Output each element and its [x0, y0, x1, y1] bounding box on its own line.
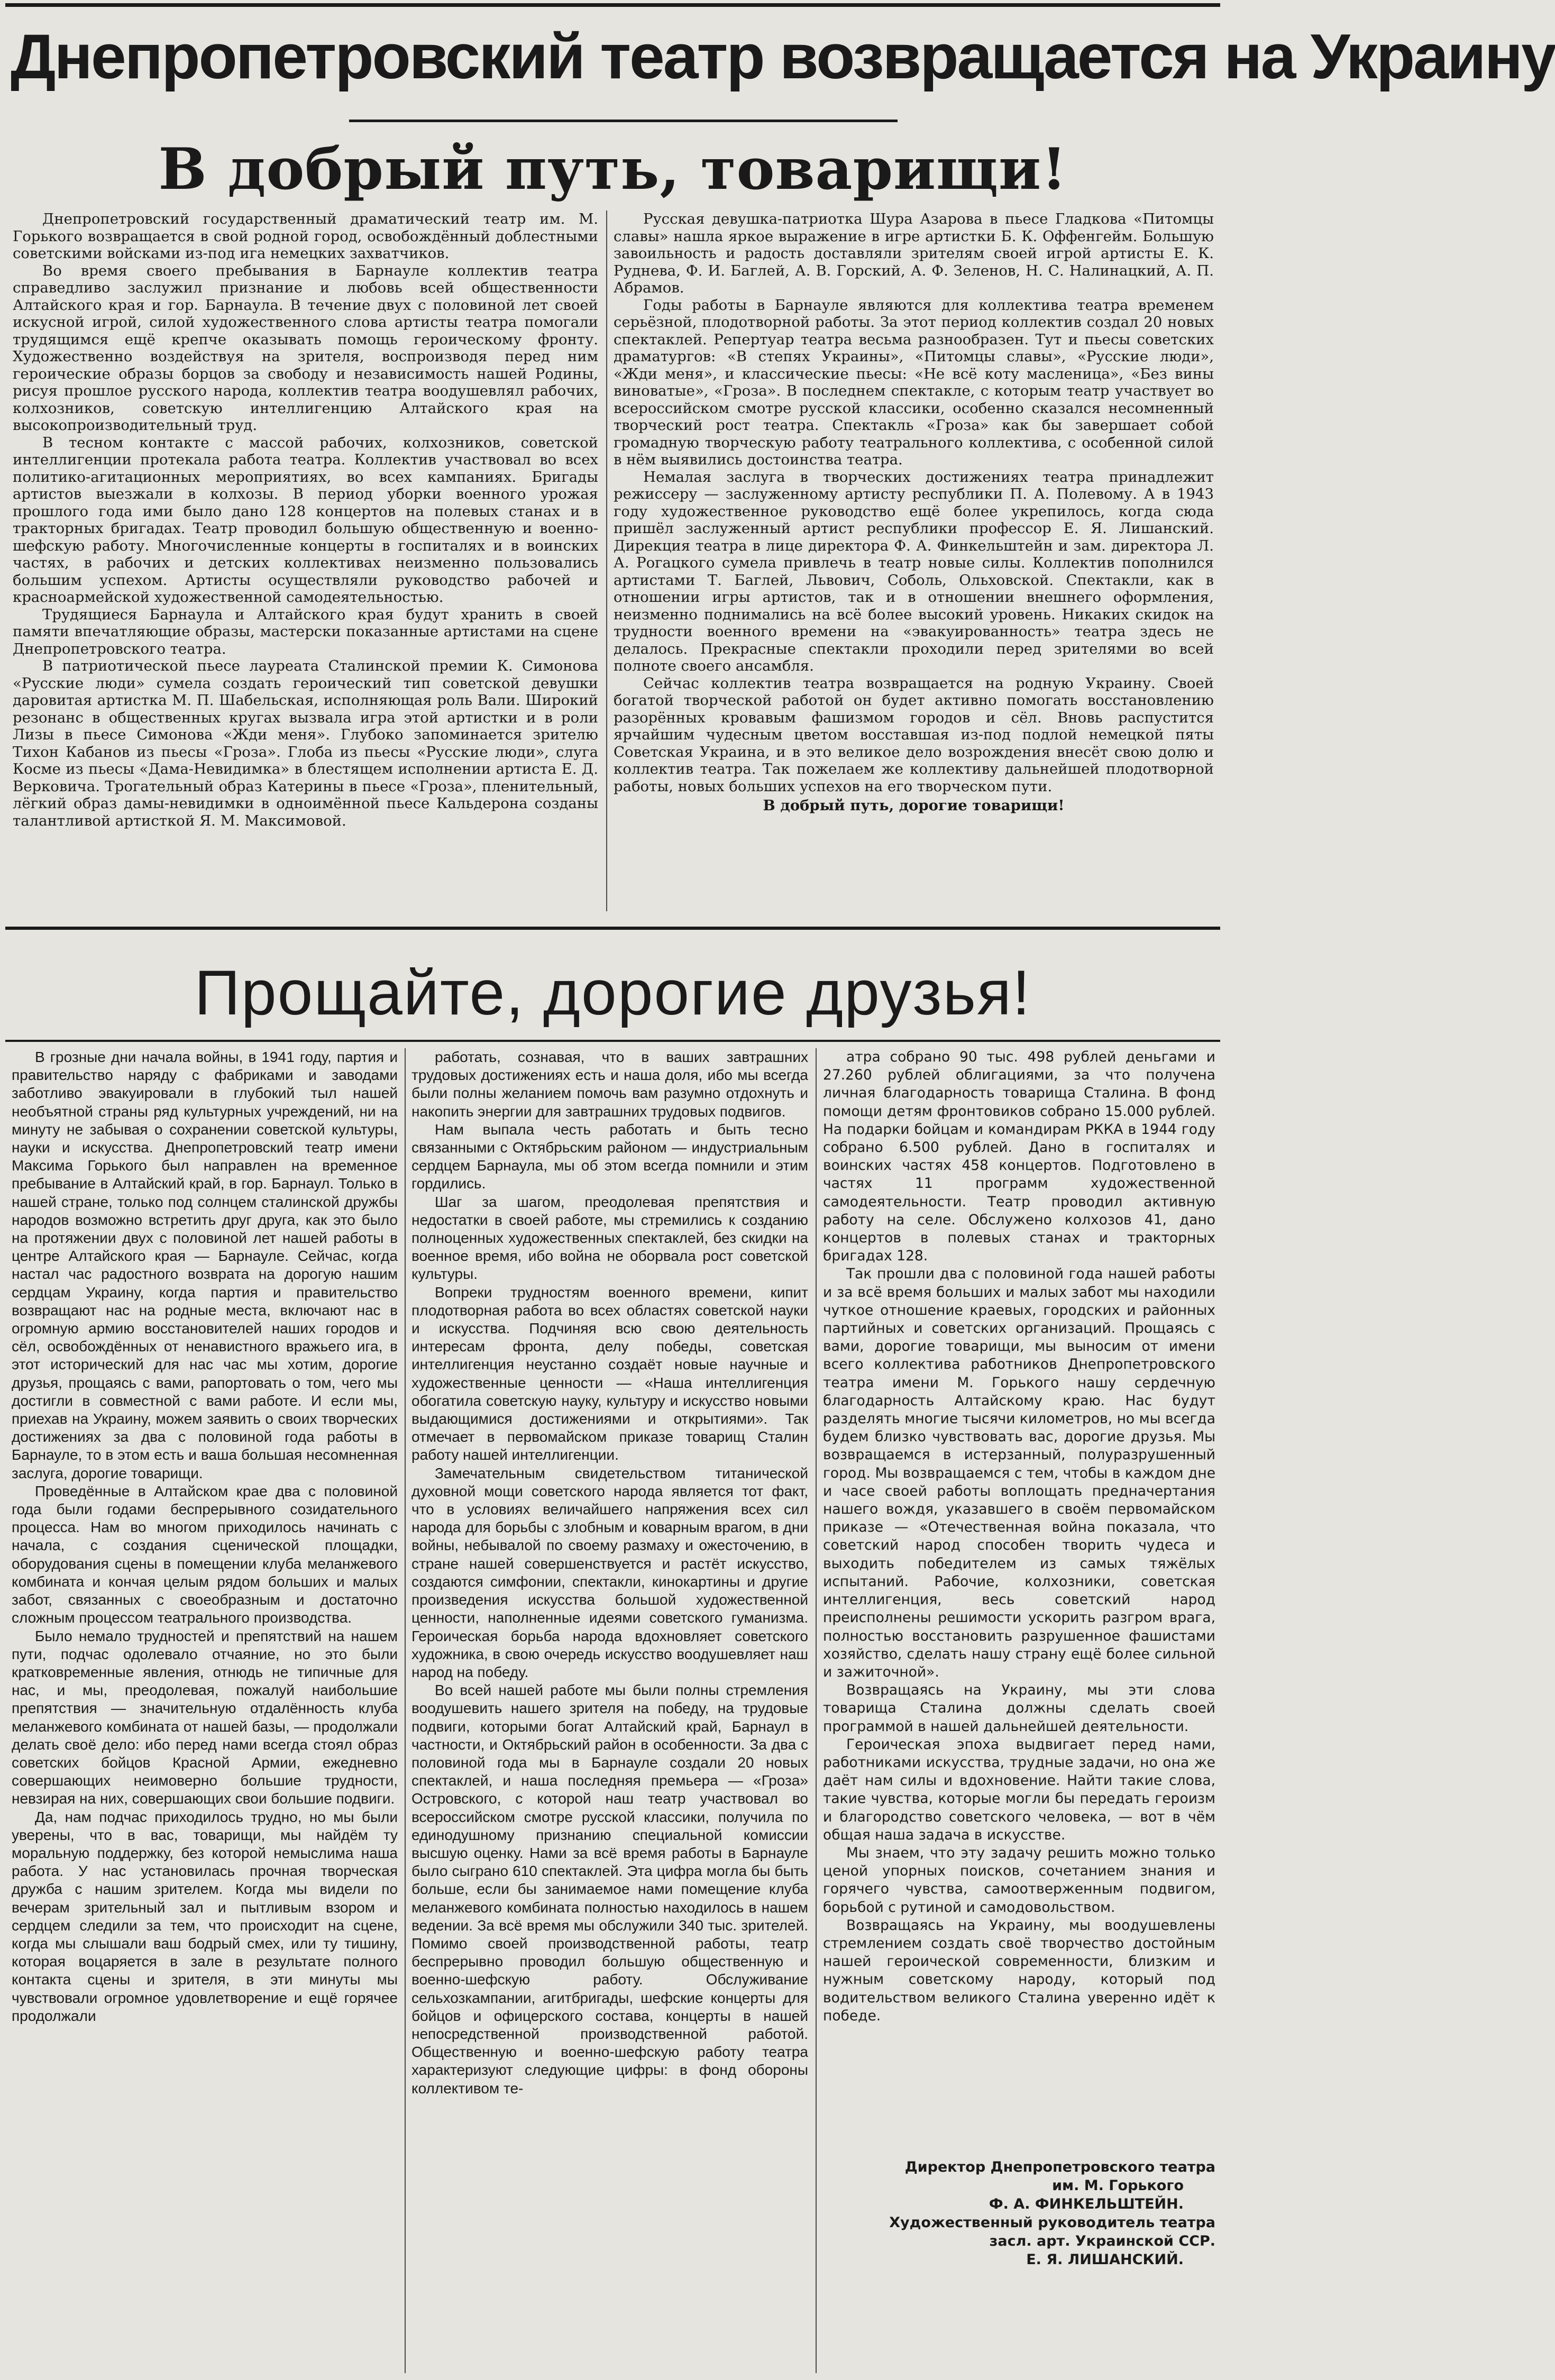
signature-name: Ф. А. ФИНКЕЛЬШТЕЙН. — [989, 2196, 1184, 2212]
article-1-paragraph: Днепропетровский государственный драматический театр им. М. Горького возвращается в свой родной город, освобождённый доблестными советскими войсками из-под ига немецких захватчиков. — [13, 210, 598, 262]
article-1-paragraph: Трудящиеся Барнаула и Алтайского края будут хранить в своей памяти впечатляющие образы, мастерски показанные артистами на сцене Днепропетровского театра. — [13, 606, 598, 657]
article-1-paragraph: Сейчас коллектив театра возвращается на родную Украину. Своей богатой творческой работой он будет активно помогать восстановлению разорённых кровавым фашизмом городов и сёл. Вновь распустится ярчайшим чудесным цветом восставшая из-под подлой немецкой пяты Советская Украина, и в это великое дело возрождения внесёт свою долю и коллектив театра. Так пожелаем же коллективу дальнейшей плодотворной работы, новых больших успехов на его творческом пути. — [614, 674, 1214, 795]
article-1-column-1 — [13, 210, 598, 911]
article-2-paragraph: Вопреки трудностям военного времени, кипит плодотворная работа во всех областях советской науки и искусства. Подчиняя всю свою деятельность интересам фронта, делу победы, советская интеллигенция неустанно создаёт новые научные и художественные ценности — «Наша интеллигенция обогатила советскую науку, культуру и искусство новыми выдающимися достижениями и открытиями». Так отмечает в первомайском приказе товарищ Сталин работу нашей интеллигенции. — [411, 1284, 808, 1463]
article-1-title: В добрый путь, товарищи! — [158, 136, 1067, 203]
article-2-paragraph: Возвращаясь на Украину, мы эти слова товарища Сталина должны сделать своей программой в нашей дальнейшей деятельности. — [823, 1682, 1215, 1735]
article-2-paragraph: Героическая эпоха выдвигает перед нами, работниками искусства, трудные задачи, но она же даёт нам силы и вдохновение. Найти такие слова, такие чувства, которые могли бы передать героизм и благородство советского человека, — вот в чём общая наша задача в искусстве. — [823, 1736, 1215, 1843]
page-headline: Днепропетровский театр возвращается на Украину — [11, 21, 1555, 92]
article-1-paragraph: В патриотической пьесе лауреата Сталинской премии К. Симонова «Русские люди» сумела создать героический тип советской девушки даровитая артистка М. П. Шабельская, исполняющая роль Вали. Широкий резонанс в общественных кругах вызвала игра этой артистки и в роли Лизы в пьесе Симонова «Жди меня». Глубоко запоминается зрителю Тихон Кабанов из пьесы «Гроза». Глоба из пьесы «Русские люди», слуга Косме из пьесы «Дама-Невидимка» в блестящем исполнении артиста Е. Д. Верковича. Трогательный образ Катерины в пьесе «Гроза», пленительный, лёгкий образ дамы-невидимки в одноимённой пьесе Кальдерона созданы талантливой артисткой Я. М. Максимовой. — [13, 657, 598, 829]
column-divider — [405, 1048, 406, 2373]
top-rule — [5, 3, 1220, 7]
signature-line: им. М. Горького — [1052, 2177, 1184, 2194]
section-divider — [5, 927, 1220, 930]
article-1-paragraph: Годы работы в Барнауле являются для коллектива театра временем серьёзной, плодотворной работы. За этот период коллектив создал 20 новых спектаклей. Репертуар театра весьма разнообразен. Тут и пьесы советских драматургов: «В степях Украины», «Питомцы славы», «Русские люди», «Жди меня», и классические пьесы: «Не всё коту масленица», «Без вины виноватые», «Гроза». В последнем спектакле, с которым театр участвует во всероссийском смотре русской классики, особенно сказался несомненный творческий рост театра. Спектакль «Гроза» как бы завершает собой громадную творческую работу театрального коллектива, с особенной силой в нём выявились достоинства театра. — [614, 296, 1214, 468]
article-2-paragraph: Проведённые в Алтайском крае два с половиной года были годами беспрерывного созидательного процесса. Нам во многом приходилось начинать с начала, с создания сценической площадки, оборудования сцены в помещении клуба меланжевого комбината и кончая целым рядом больших и малых забот, связанных с своеобразным и достаточно сложным процессом театрального производства. — [12, 1482, 398, 1626]
article-2-paragraph: Было немало трудностей и препятствий на нашем пути, подчас одолевало отчаяние, но это были кратковременные явления, отнюдь не типичные для нас, и мы, преодолевая, пожалуй наибольшие препятствия — значительную отдалённость клуба меланжевого комбината от нашей базы, — продолжали делать своё дело: ибо перед нами всегда стоял образ советских бойцов Красной Армии, ежедневно совершающих неимоверно большие трудности, невзирая на них, совершающих свои большие подвиги. — [12, 1627, 398, 1807]
headline-rule — [349, 120, 898, 122]
article-2-column-3 — [823, 1048, 1215, 2122]
article-1-paragraph: Во время своего пребывания в Барнауле коллектив театра справедливо заслужил признание и любовь всей общественности Алтайского края и гор. Барнаула. В течение двух с половиной лет своей искусной игрой, силой художественного слова артисты театра помогали трудящимся ещё крепче оказывать помощь героическому фронту. Художественно воздействуя на зрителя, воспроизводя перед ним героические образы борцов за свободу и независимость нашей Родины, рисуя прошлое русского народа, коллектив театра воодушевлял рабочих, колхозников, советскую интеллигенцию Алтайского края на высокопроизводительный труд. — [13, 262, 598, 434]
article-2-signature — [823, 2158, 1215, 2375]
article-1-paragraph: Русская девушка-патриотка Шура Азарова в пьесе Гладкова «Питомцы славы» нашла яркое выражение в игре артистки Б. К. Оффенгейм. Большую завоильность и радость доставляли зрителям своей игрой артисты Е. К. Руднева, Ф. И. Баглей, А. В. Горский, А. Ф. Зеленов, Н. С. Налинацкий, А. П. Абрамов. — [614, 210, 1214, 296]
article-2-paragraph: Нам выпала честь работать и быть тесно связанными с Октябрьским районом — индустриальным сердцем Барнаула, мы об этом всегда помнили и этим гордились. — [411, 1121, 808, 1192]
article-2-paragraph: Да, нам подчас приходилось трудно, но мы были уверены, что в вас, товарищи, мы найдём ту моральную поддержку, без которой немыслима наша работа. У нас установилась прочная творческая дружба с нашим зрителем. Когда мы видели по вечерам зрительный зал и пытливым взором и сердцем следили за тем, что происходит на сцене, когда мы слышали ваш бодрый смех, или ту тишину, которая воцаряется в зале в результате полного контакта сцены и зрителя, в эти минуты мы чувствовали огромное удовлетворение и ещё горячее продолжали — [12, 1808, 398, 2024]
signature-line: Художественный руководитель театра — [889, 2214, 1215, 2231]
article-2-paragraph: работать, сознавая, что в ваших завтрашних трудовых достижениях есть и наша доля, ибо мы всегда были полны желанием помочь вам разумно отдохнуть и накопить энергии для завтрашних трудовых подвигов. — [411, 1049, 808, 1120]
article-1-column-2 — [614, 210, 1214, 911]
column-divider — [816, 1048, 817, 2373]
article-2-paragraph: Во всей нашей работе мы были полны стремления воодушевить нашего зрителя на победу, на трудовые подвиги, которыми богат Алтайский край, Барнаул в частности, и Октябрьский район в особенности. За два с половиной года мы в Барнауле создали 20 новых спектаклей, и наша последняя премьера — «Гроза» Островского, с которой наш театр участвовал во всероссийском смотре русской классики, получила по единодушному признанию специальной комиссии высшую оценку. Нами за всё время работы в Барнауле было сыграно 610 спектаклей. Эта цифра могла бы быть больше, если бы занимаемое нами помещение клуба меланжевого комбината полностью находилось в нашем ведении. За всё время мы обслужили 340 тыс. зрителей. Помимо своей производственной работы, театр беспрерывно проводил большую общественную и военно-шефскую работу. Обслуживание сельхозкампании, агитбригады, шефские концерты для бойцов и офицерского состава, концерты в нашей непосредственной производственной работой. Общественную и военно-шефскую работу театра характеризуют следующие цифры: в фонд обороны коллективом те- — [411, 1682, 808, 2097]
article-2-paragraph: Замечательным свидетельством титанической духовной мощи советского народа является тот факт, что в условиях величайшего напряжения всех сил народа для борьбы с злобным и коварным врагом, в дни войны, небывалой по своему размаху и ожесточению, в стране нашей совершенствуется и растёт искусство, создаются симфонии, спектакли, кинокартины и другие произведения искусства большой художественной ценности, наполненные идеями советского гуманизма. Героическая борьба народа вдохновляет советского художника, в свою очередь искусство воодушевляет наш народ на победу. — [411, 1464, 808, 1680]
signature-name: Е. Я. ЛИШАНСКИЙ. — [1026, 2251, 1184, 2268]
section-divider — [5, 1040, 1220, 1042]
article-2-title: Прощайте, дорогие друзья! — [194, 957, 1031, 1028]
article-2-paragraph: атра собрано 90 тыс. 498 рублей деньгами и 27.260 рублей облигациями, за что получена личная благодарность товарища Сталина. В фонд помощи детям фронтовиков собрано 15.000 рублей. На подарки бойцам и командирам РККА в 1944 году собрано 6.500 рублей. Дано в госпиталях и воинских частях 458 концертов. Подготовлено в частях 11 программ художественной самодеятельности. Театр проводил активную работу на селе. Обслужено колхозов 41, дано концертов в полевых станах и тракторных бригадах 128. — [823, 1049, 1215, 1265]
article-2-paragraph: Мы знаем, что эту задачу решить можно только ценой упорных поисков, сочетанием знания и горячего чувства, самоотверженным подвигом, борьбой с рутиной и самодовольством. — [823, 1844, 1215, 1916]
article-2-column-2 — [411, 1048, 808, 2373]
signature-line: Директор Днепропетровского театра — [904, 2159, 1215, 2175]
article-2-paragraph: Шаг за шагом, преодолевая препятствия и недостатки в своей работе, мы стремились к созданию полноценных художественных спектаклей, без скидки на военное время, ибо война не оборвала рост советской культуры. — [411, 1193, 808, 1283]
article-2-column-1 — [12, 1048, 398, 2373]
article-2-paragraph: Возвращаясь на Украину, мы воодушевлены стремлением создать своё творчество достойным нашей героической современности, близким и нужным советскому народу, который под водительством великого Сталина уверенно идёт к победе. — [823, 1917, 1215, 2024]
article-1-paragraph: Немалая заслуга в творческих достижениях театра принадлежит режиссеру — заслуженному артисту республики П. А. Полевому. А в 1943 году художественное руководство ещё более укрепилось, когда сюда пришёл заслуженный артист республики профессор Е. Я. Лишанский. Дирекция театра в лице директора Ф. А. Финкельштейн и зам. директора Л. А. Рогацкого сумела привлечь в театр новые силы. Коллектив пополнился артистами Т. Баглей, Львович, Соболь, Ольховской. Спектакли, как в отношении игры артистов, так и в отношении внешнего оформления, неизменно поднимались на всё более высокий уровень. Никаких скидок на трудности военного времени на «эвакуированность» театра здесь не делалось. Прекрасные спектакли проходили перед зрителями во всей полноте своего ансамбля. — [614, 468, 1214, 674]
article-1-closing-slogan: В добрый путь, дорогие товарищи! — [763, 797, 1065, 814]
column-divider — [606, 210, 607, 911]
article-2-paragraph: Так прошли два с половиной года нашей работы и за всё время больших и малых забот мы находили чуткое отношение краевых, городских и районных партийных и советских организаций. Прощаясь с вами, дорогие товарищи, мы выносим от имени всего коллектива работников Днепропетровского театра имени М. Горького нашу сердечную благодарность Алтайскому краю. Нас будут разделять многие тысячи километров, но мы всегда будем близко чувствовать вас, дорогие друзья. Мы возвращаемся в истерзанный, полуразрушенный город. Мы возвращаемся с тем, чтобы в каждом дне и часе своей работы воплощать предначертания нашего вождя, указавшего в своём первомайском приказе — «Отечественная война показала, что советский народ способен творить чудеса и выходить победителем из самых тяжёлых испытаний. Рабочие, колхозники, советская интеллигенция, весь советский народ преисполнены решимости ускорить разгром врага, полностью восстановить разрушенное фашистами хозяйство, сделать нашу страну ещё более сильной и зажиточной». — [823, 1266, 1215, 1680]
signature-line: засл. арт. Украинской ССР. — [989, 2233, 1215, 2249]
article-1-paragraph: В тесном контакте с массой рабочих, колхозников, советской интеллигенции протекала работа театра. Коллектив участвовал во всех политико-агитационных мероприятиях, во всех кампаниях. Бригады артистов выезжали в колхозы. В период уборки военного урожая прошлого года ими было дано 128 концертов на полевых станах и в тракторных бригадах. Театр проводил большую общественную и военно-шефскую работу. Многочисленные концерты в госпиталях и в воинских частях, в рабочих и детских коллективах неизменно пользовались большим успехом. Артисты осуществляли руководство рабочей и красноармейской художественной самодеятельностью. — [13, 434, 598, 606]
article-2-paragraph: В грозные дни начала войны, в 1941 году, партия и правительство наряду с фабриками и заводами заботливо эвакуировали в глубокий тыл нашей необъятной страны ряд культурных учреждений, ни на минуту не забывая о сохранении советской культуры, науки и искусства. Днепропетровский театр имени Максима Горького был направлен на временное пребывание в Алтайский край, в гор. Барнаул. Только в нашей стране, только под солнцем сталинской дружбы народов возможно встретить друг друга, как это было на протяжении двух с половиной лет нашей работы в центре Алтайского края — Барнауле. Сейчас, когда настал час радостного возврата на дорогую нашим сердцам Украину, когда партия и правительство возвращают нас на родные места, включают нас в огромную армию восстановителей наших городов и сёл, освобождённых от ненавистного вражьего ига, в этот исторический для нас час мы хотим, дорогие друзья, прощаясь с вами, рапортовать о том, чего мы достигли в совместной с вами работе. И если мы, приехав на Украину, можем заявить о своих творческих достижениях за два с половиной года работы в Барнауле, то в этом есть и ваша большая несомненная заслуга, дорогие товарищи. — [12, 1049, 398, 1481]
